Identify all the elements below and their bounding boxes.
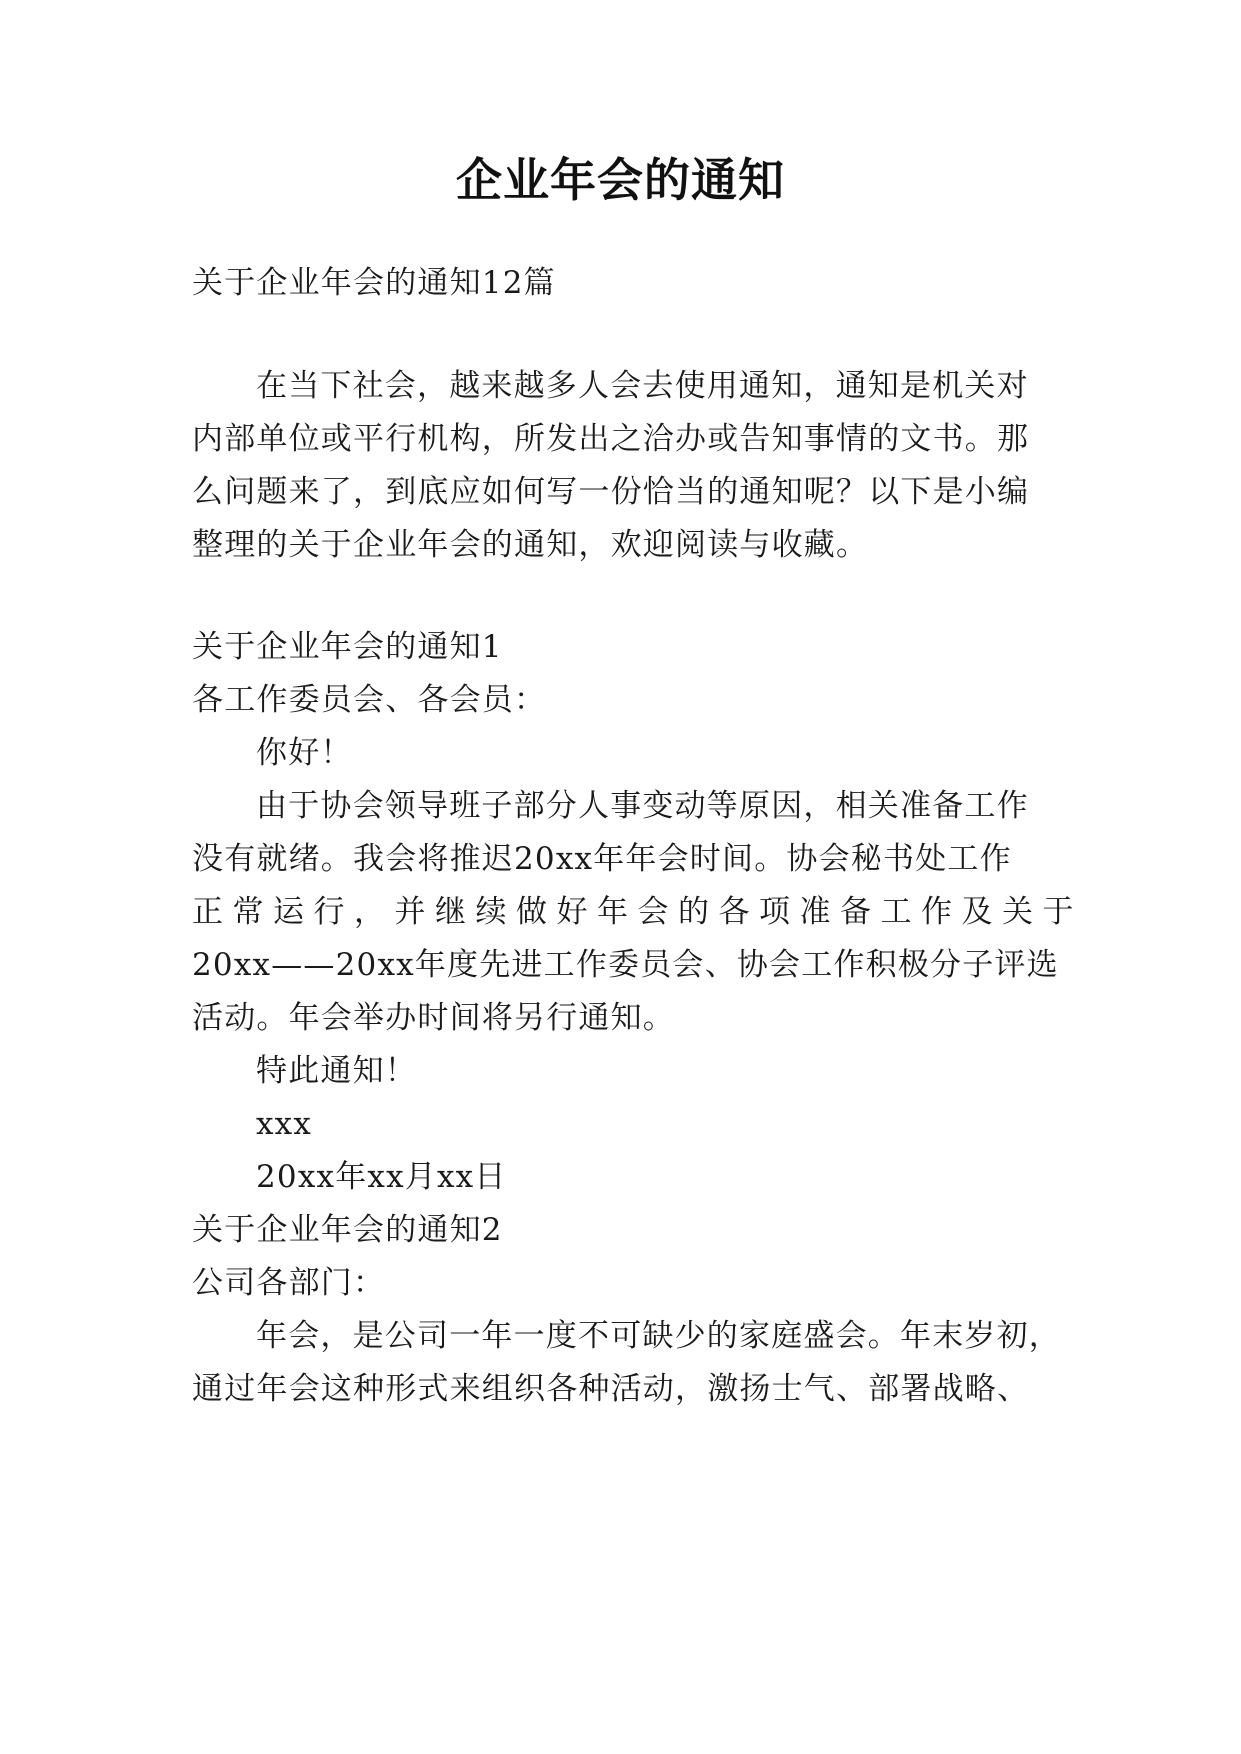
notice1-body-line: 正常运行，并继续做好年会的各项准备工作及关于 <box>192 894 1083 930</box>
notice1-heading: 关于企业年会的通知1 <box>192 629 503 665</box>
notice1-salutation: 各工作委员会、各会员： <box>192 682 547 718</box>
notice2-body-line: 通过年会这种形式来组织各种活动，激扬士气、部署战略、 <box>192 1371 1030 1407</box>
notice1-closing: 特此通知！ <box>256 1053 417 1089</box>
notice2-body-line: 年会，是公司一年一度不可缺少的家庭盛会。年末岁初， <box>256 1318 1061 1354</box>
notice1-body-line: 20xx——20xx年度先进工作委员会、协会工作积极分子评选 <box>192 947 1059 983</box>
document-title: 企业年会的通知 <box>456 153 785 207</box>
intro-line: 在当下社会，越来越多人会去使用通知，通知是机关对 <box>256 368 1029 404</box>
notice2-heading: 关于企业年会的通知2 <box>192 1212 503 1248</box>
notice1-signature: xxx <box>256 1106 313 1142</box>
notice1-body-line: 活动。年会举办时间将另行通知。 <box>192 1000 675 1036</box>
intro-line: 整理的关于企业年会的通知，欢迎阅读与收藏。 <box>192 527 869 563</box>
notice1-date: 20xx年xx月xx日 <box>256 1159 507 1195</box>
intro-line: 内部单位或平行机构，所发出之洽办或告知事情的文书。那 <box>192 421 1030 457</box>
notice1-body-line: 由于协会领导班子部分人事变动等原因，相关准备工作 <box>256 788 1029 824</box>
notice1-body-line: 没有就绪。我会将推迟20xx年年会时间。协会秘书处工作 <box>192 841 1012 877</box>
notice1-greeting: 你好！ <box>256 735 353 771</box>
notice2-salutation: 公司各部门： <box>192 1265 386 1301</box>
document-subtitle: 关于企业年会的通知12篇 <box>192 265 556 301</box>
intro-line: 么问题来了，到底应如何写一份恰当的通知呢？以下是小编 <box>192 474 1030 510</box>
